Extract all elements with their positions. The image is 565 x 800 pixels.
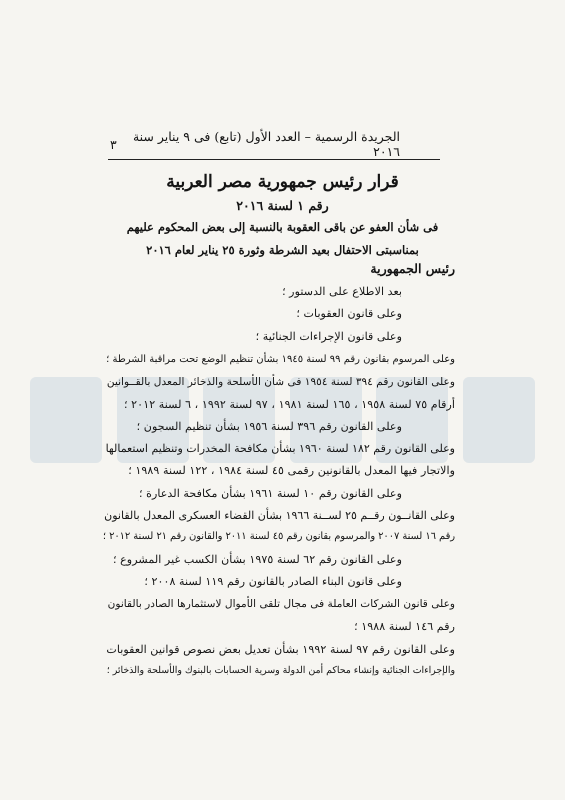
watermark-shape bbox=[463, 377, 535, 463]
body-line: وعلى القانون رقم ١٨٢ لسنة ١٩٦٠ بشأن مكافحة المخدرات وتنظيم استعمالها bbox=[105, 442, 455, 455]
body-line: رقم ١٤٦ لسنة ١٩٨٨ ؛ bbox=[354, 620, 455, 633]
section-heading: رئيس الجمهورية bbox=[370, 261, 455, 276]
body-line: وعلى قانون الشركات العاملة فى مجال تلقى الأموال لاستثمارها الصادر بالقانون bbox=[107, 598, 455, 610]
page-number: ٣ bbox=[110, 136, 117, 152]
body-line: وعلى القانون رقم ٣٩٦ لسنة ١٩٥٦ بشأن تنظيم السجون ؛ bbox=[136, 420, 402, 433]
decree-subject-line-1: فى شأن العفو عن باقى العقوبة بالنسبة إلى بعض المحكوم عليهم bbox=[126, 220, 439, 234]
body-line: وعلى القانون رقم ٦٢ لسنة ١٩٧٥ بشأن الكسب غير المشروع ؛ bbox=[113, 553, 402, 566]
header-divider bbox=[108, 159, 440, 160]
body-line: وعلى قانون البناء الصادر بالقانون رقم ١١٩ لسنة ٢٠٠٨ ؛ bbox=[144, 575, 402, 588]
decree-number: رقم ١ لسنة ٢٠١٦ bbox=[236, 198, 329, 213]
body-line: وعلى المرسوم بقانون رقم ٩٩ لسنة ١٩٤٥ بشأن تنظيم الوضع تحت مراقبة الشرطة ؛ bbox=[106, 354, 455, 365]
body-line: وعلى القانون رقم ٣٩٤ لسنة ١٩٥٤ فى شأن الأسلحة والذخائر المعدل بالقــوانين bbox=[106, 376, 455, 388]
body-line: وعلى القانون رقم ١٠ لسنة ١٩٦١ بشأن مكافحة الدعارة ؛ bbox=[138, 487, 402, 500]
body-line: وعلى قانون الإجراءات الجنائية ؛ bbox=[255, 330, 402, 343]
body-line: وعلى القانــون رقــم ٢٥ لســنة ١٩٦٦ بشأن القضاء العسكرى المعدل بالقانون bbox=[104, 509, 455, 522]
body-line: والاتجار فيها المعدل بالقانونين رقمى ٤٥ لسنة ١٩٨٤ ، ١٢٢ لسنة ١٩٨٩ ؛ bbox=[128, 464, 455, 477]
body-line: بعد الاطلاع على الدستور ؛ bbox=[282, 285, 402, 298]
watermark-shape bbox=[30, 377, 102, 463]
page-header bbox=[110, 127, 400, 161]
body-line: وعلى قانون العقوبات ؛ bbox=[296, 307, 402, 320]
body-line: والإجراءات الجنائية وإنشاء محاكم أمن الدولة وسرية الحسابات بالبنوك والأسلحة والذخائر ؛ bbox=[106, 665, 455, 676]
publication-title: الجريدة الرسمية – العدد الأول (تابع) فى ٩ يناير سنة ٢٠١٦ bbox=[132, 129, 400, 159]
body-line: رقم ١٦ لسنة ٢٠٠٧ والمرسوم بقانون رقم ٤٥ لسنة ٢٠١١ والقانون رقم ٢١ لسنة ٢٠١٢ ؛ bbox=[102, 531, 455, 542]
body-line: وعلى القانون رقم ٩٧ لسنة ١٩٩٢ بشأن تعديل بعض نصوص قوانين العقوبات bbox=[106, 643, 455, 656]
decree-title: قرار رئيس جمهورية مصر العربية bbox=[166, 172, 399, 192]
decree-subject-line-2: بمناسبتى الاحتفال بعيد الشرطة وثورة ٢٥ يناير لعام ٢٠١٦ bbox=[146, 243, 419, 257]
body-line: أرقام ٧٥ لسنة ١٩٥٨ ، ١٦٥ لسنة ١٩٨١ ، ٩٧ لسنة ١٩٩٢ ، ٦ لسنة ٢٠١٢ ؛ bbox=[124, 398, 455, 411]
decree-titles bbox=[60, 168, 505, 262]
